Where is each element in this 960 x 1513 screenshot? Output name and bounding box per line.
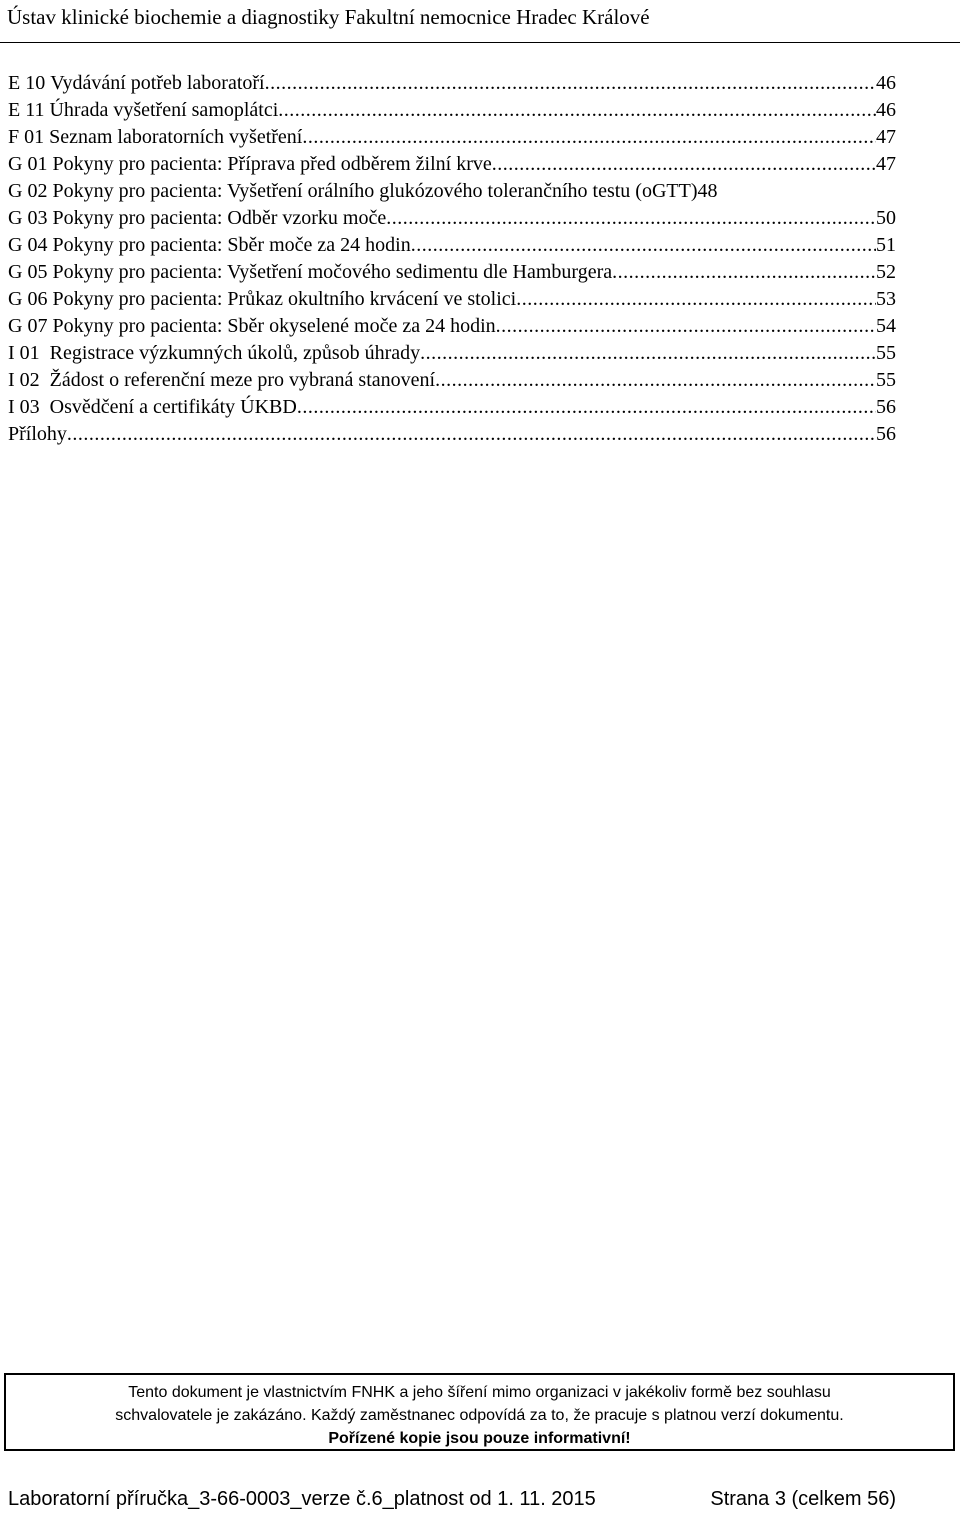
toc-entry-page: 56 xyxy=(876,423,896,445)
notice-line-1: Tento dokument je vlastnictvím FNHK a jeho šíření mimo organizaci v jakékoliv formě bez souhlasu xyxy=(128,1384,831,1401)
toc-leader-dots xyxy=(516,286,876,313)
toc-entry-title: Pokyny pro pacienta: Sběr okyselené moče za 24 hodin xyxy=(52,315,496,337)
toc-leader-dots xyxy=(302,124,876,151)
notice-line-2: schvalovatele je zakázáno. Každý zaměstnanec odpovídá za to, že pracuje s platnou verzí dokumentu. xyxy=(115,1407,844,1424)
toc-entry-title: Přílohy xyxy=(8,423,67,445)
toc-entry-code: I 02 xyxy=(8,369,40,391)
toc-entry-page: 52 xyxy=(876,261,896,283)
toc-leader-dots xyxy=(386,205,876,232)
toc-entry[interactable] xyxy=(8,232,896,259)
toc-entry-code: G 02 xyxy=(8,180,48,202)
toc-entry[interactable] xyxy=(8,178,896,205)
toc-entry-page: 47 xyxy=(876,126,896,148)
toc-leader-dots xyxy=(435,367,876,394)
toc-entry[interactable] xyxy=(8,205,896,232)
toc-entry-code: G 01 xyxy=(8,153,48,175)
toc-entry[interactable] xyxy=(8,151,896,178)
toc-entry-title: Žádost o referenční meze pro vybraná stanovení xyxy=(49,369,436,391)
toc-entry-page: 51 xyxy=(876,234,896,256)
toc-entry-code: G 04 xyxy=(8,234,48,256)
toc-entry[interactable] xyxy=(8,97,896,124)
table-of-contents xyxy=(8,70,896,448)
toc-entry-code: E 11 xyxy=(8,99,45,121)
toc-leader-dots xyxy=(420,340,876,367)
toc-leader-dots xyxy=(297,394,876,421)
toc-entry-title: Pokyny pro pacienta: Vyšetření orálního glukózového tolerančního testu (oGTT) xyxy=(52,180,698,202)
toc-entry[interactable] xyxy=(8,70,896,97)
toc-entry-code: G 03 xyxy=(8,207,48,229)
toc-entry-page: 56 xyxy=(876,396,896,418)
toc-entry[interactable] xyxy=(8,313,896,340)
toc-entry-page: 55 xyxy=(876,342,896,364)
header-title: Ústav klinické biochemie a diagnostiky Fakultní nemocnice Hradec Králové xyxy=(7,5,650,29)
toc-entry-title: Pokyny pro pacienta: Odběr vzorku moče xyxy=(52,207,387,229)
notice-line-3: Pořízené kopie jsou pouze informativní! xyxy=(328,1430,631,1447)
toc-leader-dots xyxy=(265,70,876,97)
toc-entry-page: 54 xyxy=(876,315,896,337)
toc-leader-dots xyxy=(612,259,876,286)
toc-entry-page: 47 xyxy=(876,153,896,175)
toc-leader-dots xyxy=(278,97,876,124)
toc-entry-page: 46 xyxy=(876,99,896,121)
toc-entry[interactable] xyxy=(8,286,896,313)
toc-entry-title: Seznam laboratorních vyšetření xyxy=(49,126,303,148)
toc-entry-title: Úhrada vyšetření samoplátci xyxy=(49,99,279,121)
toc-entry-page: 53 xyxy=(876,288,896,310)
ownership-notice-box xyxy=(4,1373,955,1451)
toc-entry-code: G 05 xyxy=(8,261,48,283)
toc-entry-code: G 07 xyxy=(8,315,48,337)
footer-document-id: Laboratorní příručka_3-66-0003_verze č.6_platnost od 1. 11. 2015 xyxy=(8,1488,596,1510)
toc-entry-title: Pokyny pro pacienta: Sběr moče za 24 hodin xyxy=(52,234,411,256)
toc-entry-title: Pokyny pro pacienta: Příprava před odběrem žilní krve xyxy=(52,153,492,175)
header-divider xyxy=(0,42,960,43)
toc-entry-title: Pokyny pro pacienta: Vyšetření močového sedimentu dle Hamburgera xyxy=(52,261,613,283)
toc-entry-code: I 01 xyxy=(8,342,40,364)
toc-entry-code: I 03 xyxy=(8,396,40,418)
footer-page-number: Strana 3 (celkem 56) xyxy=(710,1488,896,1510)
toc-leader-dots xyxy=(67,421,876,448)
toc-entry-title: Registrace výzkumných úkolů, způsob úhrady xyxy=(49,342,421,364)
toc-entry[interactable] xyxy=(8,124,896,151)
toc-entry-title: Vydávání potřeb laboratoří xyxy=(50,72,265,94)
toc-entry-code: F 01 xyxy=(8,126,45,148)
toc-entry-title: Pokyny pro pacienta: Průkaz okultního krvácení ve stolici xyxy=(52,288,517,310)
toc-entry-code: E 10 xyxy=(8,72,46,94)
toc-entry-page: 50 xyxy=(876,207,896,229)
toc-entry[interactable] xyxy=(8,340,896,367)
toc-entry-code: G 06 xyxy=(8,288,48,310)
toc-entry[interactable] xyxy=(8,367,896,394)
toc-entry-page: 48 xyxy=(697,180,718,202)
toc-leader-dots xyxy=(492,151,876,178)
toc-entry[interactable] xyxy=(8,394,896,421)
toc-entry-title: Osvědčení a certifikáty ÚKBD xyxy=(49,396,297,418)
page-header xyxy=(7,3,887,31)
toc-entry-page: 55 xyxy=(876,369,896,391)
toc-leader-dots xyxy=(496,313,876,340)
toc-entry[interactable] xyxy=(8,259,896,286)
toc-leader-dots xyxy=(411,232,876,259)
toc-entry-page: 46 xyxy=(876,72,896,94)
toc-entry[interactable] xyxy=(8,421,896,448)
